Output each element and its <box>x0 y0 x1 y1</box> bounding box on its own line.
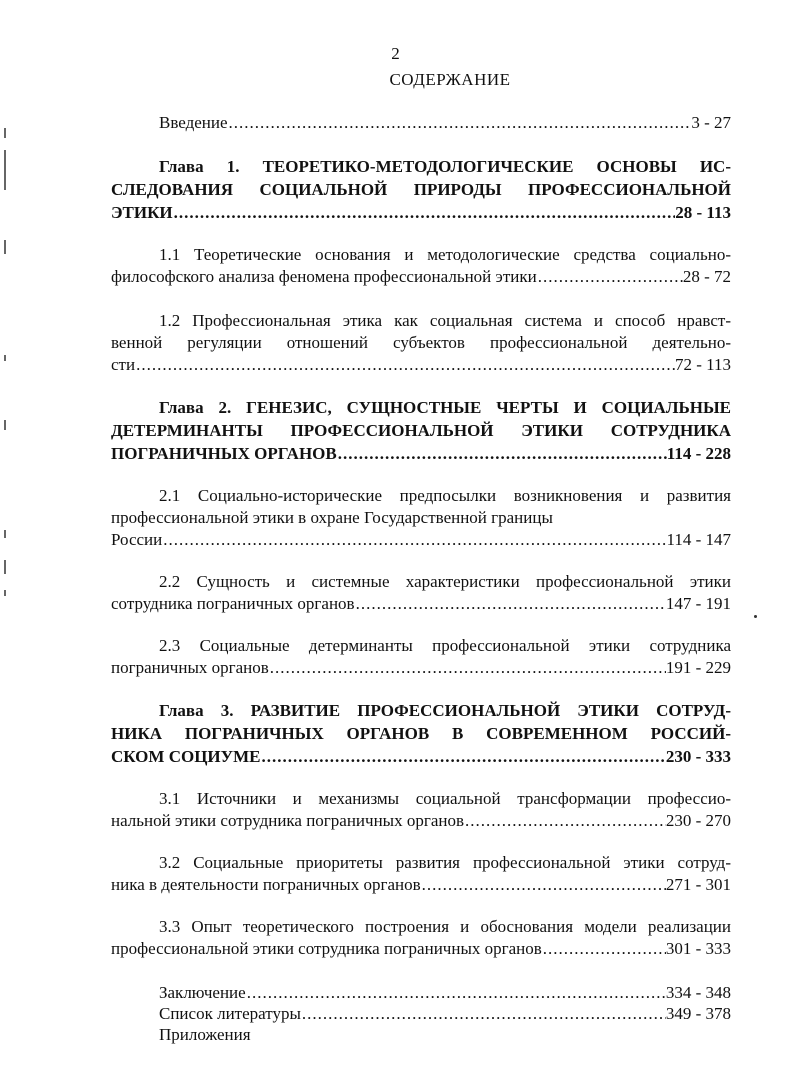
section-pages: 72 - 113 <box>674 355 731 374</box>
table-of-contents <box>111 110 731 1045</box>
toc-bibliography[interactable] <box>111 1003 731 1024</box>
toc-intro-label: Введение <box>159 113 228 132</box>
toc-conclusion[interactable] <box>111 982 731 1003</box>
chapter-line: Глава 1. ТЕОРЕТИКО-МЕТОДОЛОГИЧЕСКИЕ ОСНОВЫ ИС- <box>159 157 731 176</box>
chapter-pages: 114 - 228 <box>666 444 731 463</box>
chapter-line: ПОГРАНИЧНЫХ ОРГАНОВ <box>111 444 337 463</box>
toc-section-1-1[interactable] <box>111 244 731 288</box>
page-number: 2 <box>391 44 400 63</box>
toc-section-2-2[interactable] <box>111 571 731 615</box>
scan-margin-marks <box>0 120 14 620</box>
toc-section-2-1[interactable] <box>111 485 731 551</box>
toc-intro[interactable] <box>111 112 731 133</box>
toc-section-3-2[interactable] <box>111 852 731 896</box>
dot-leader <box>337 442 667 465</box>
toc-section-2-3[interactable] <box>111 635 731 679</box>
dot-leader <box>542 938 666 960</box>
section-line: 2.2 Сущность и системные характеристики профессиональной этики <box>159 572 731 591</box>
dot-leader <box>464 810 666 832</box>
section-line: профессиональной этики сотрудника пограничных органов <box>111 939 542 958</box>
dot-leader <box>355 593 666 615</box>
section-pages: 28 - 72 <box>682 267 731 286</box>
chapter-pages: 230 - 333 <box>665 747 731 766</box>
section-pages: 191 - 229 <box>665 658 731 677</box>
toc-conclusion-label: Заключение <box>159 983 246 1002</box>
chapter-line: СКОМ СОЦИУМЕ <box>111 747 261 766</box>
toc-appendices[interactable] <box>111 1024 731 1045</box>
toc-bibliography-pages: 349 - 378 <box>665 1004 731 1023</box>
section-line: нальной этики сотрудника пограничных органов <box>111 811 464 830</box>
toc-intro-pages: 3 - 27 <box>691 113 731 132</box>
section-line: венной регуляции отношений субъектов профессиональной деятельно- <box>111 333 731 352</box>
toc-section-3-3[interactable] <box>111 916 731 960</box>
dot-leader <box>537 266 683 288</box>
section-line: России <box>111 530 163 549</box>
toc-section-1-2[interactable] <box>111 310 731 376</box>
section-line: 3.3 Опыт теоретического построения и обоснования модели реализации <box>159 917 731 936</box>
toc-appendices-label: Приложения <box>159 1025 251 1044</box>
section-line: философского анализа феномена профессиональной этики <box>111 267 537 286</box>
section-line: ника в деятельности пограничных органов <box>111 875 421 894</box>
dot-leader <box>421 874 666 896</box>
section-line: 3.1 Источники и механизмы социальной трансформации профессио- <box>159 789 731 808</box>
section-line: сотрудника пограничных органов <box>111 594 355 613</box>
chapter-line: ДЕТЕРМИНАНТЫ ПРОФЕССИОНАЛЬНОЙ ЭТИКИ СОТРУДНИКА <box>111 421 731 440</box>
dot-leader <box>246 982 666 1003</box>
dot-leader <box>269 657 666 679</box>
section-pages: 147 - 191 <box>665 594 731 613</box>
toc-title: СОДЕРЖАНИЕ <box>389 70 511 89</box>
section-line: 1.1 Теоретические основания и методологические средства социально- <box>159 245 731 264</box>
section-line: 2.3 Социальные детерминанты профессиональной этики сотрудника <box>159 636 731 655</box>
chapter-line: ЭТИКИ <box>111 203 173 222</box>
section-line: 2.1 Социально-исторические предпосылки возникновения и развития <box>159 486 731 505</box>
toc-section-3-1[interactable] <box>111 788 731 832</box>
chapter-line: СЛЕДОВАНИЯ СОЦИАЛЬНОЙ ПРИРОДЫ ПРОФЕССИОНАЛЬНОЙ <box>111 180 731 199</box>
toc-bibliography-label: Список литературы <box>159 1004 301 1023</box>
section-pages: 301 - 333 <box>665 939 731 958</box>
section-line: пограничных органов <box>111 658 269 677</box>
chapter-line: Глава 3. РАЗВИТИЕ ПРОФЕССИОНАЛЬНОЙ ЭТИКИ СОТРУД- <box>159 701 731 720</box>
dot-leader <box>261 745 666 768</box>
toc-chapter-1[interactable] <box>111 155 731 224</box>
toc-chapter-3[interactable] <box>111 699 731 768</box>
dot-leader <box>173 201 676 224</box>
chapter-line: Глава 2. ГЕНЕЗИС, СУЩНОСТНЫЕ ЧЕРТЫ И СОЦИАЛЬНЫЕ <box>159 398 731 417</box>
toc-chapter-2[interactable] <box>111 396 731 465</box>
section-line: сти <box>111 355 136 374</box>
scan-speck <box>754 615 757 618</box>
section-line: профессиональной этики в охране Государственной границы <box>111 508 553 527</box>
toc-conclusion-pages: 334 - 348 <box>665 983 731 1002</box>
section-pages: 230 - 270 <box>665 811 731 830</box>
section-pages: 271 - 301 <box>665 875 731 894</box>
dot-leader <box>301 1003 666 1024</box>
chapter-pages: 28 - 113 <box>675 203 731 222</box>
section-line: 1.2 Профессиональная этика как социальная система и способ нравст- <box>159 311 731 330</box>
chapter-line: НИКА ПОГРАНИЧНЫХ ОРГАНОВ В СОВРЕМЕННОМ РОССИЙ- <box>111 724 731 743</box>
dot-leader <box>162 529 666 551</box>
section-pages: 114 - 147 <box>666 530 731 549</box>
dot-leader <box>135 354 675 376</box>
section-line: 3.2 Социальные приоритеты развития профессиональной этики сотруд- <box>159 853 731 872</box>
dot-leader <box>228 112 692 133</box>
